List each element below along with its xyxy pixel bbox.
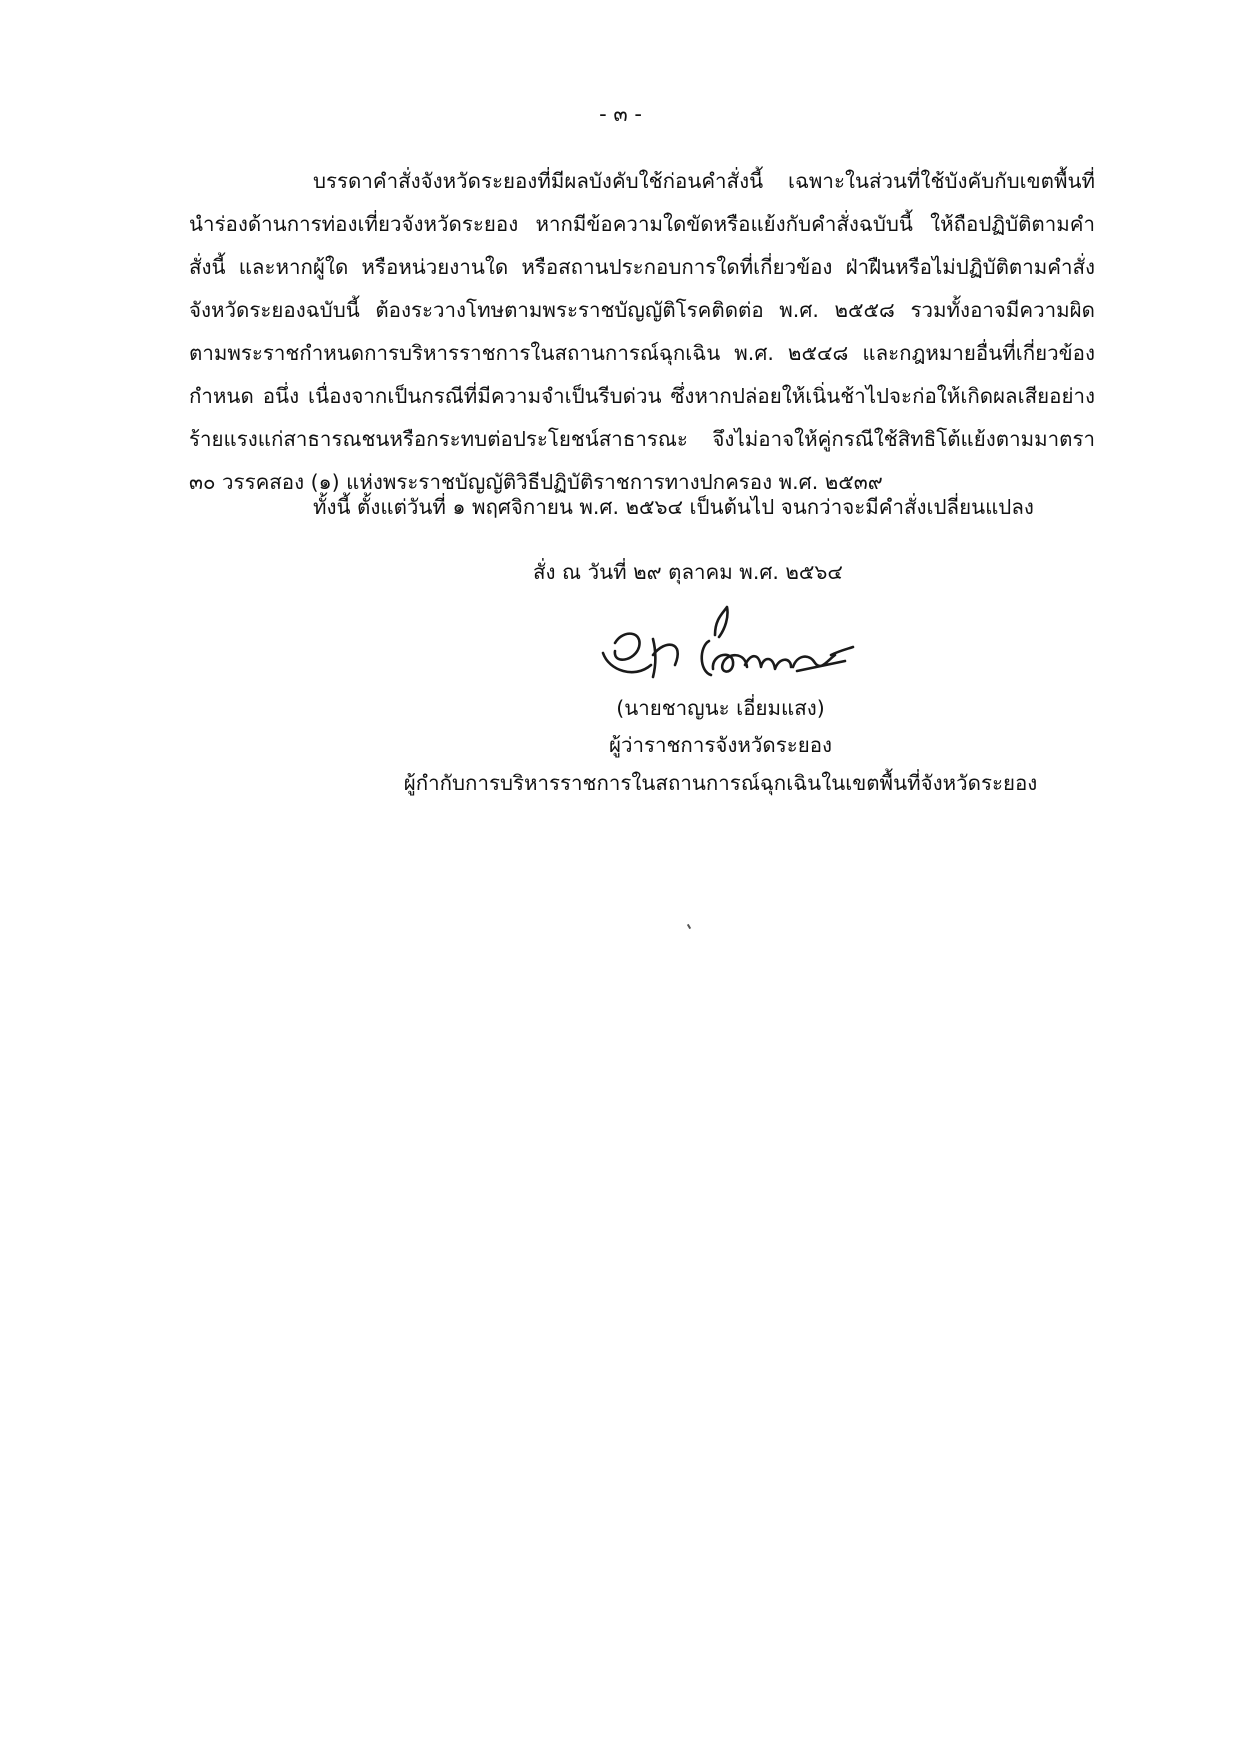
handwritten-signature [595,595,855,685]
effective-date-line: ทั้งนี้ ตั้งแต่วันที่ ๑ พฤศจิกายน พ.ศ. ๒๕๖๔ เป็นต้นไป จนกว่าจะมีคำสั่งเปลี่ยนแปลง [313,495,1034,519]
stray-ink-mark [687,924,691,929]
signatory-role: ผู้กำกับการบริหารราชการในสถานการณ์ฉุกเฉินในเขตพื้นที่จังหวัดระยอง [403,771,1038,795]
signatory-title: ผู้ว่าราชการจังหวัดระยอง [608,733,833,757]
body-text [189,160,1095,504]
page-number: - ๓ - [599,102,642,126]
body-paragraph: บรรดาคำสั่งจังหวัดระยองที่มีผลบังคับใช้ก่อนคำสั่งนี้ เฉพาะในส่วนที่ใช้บังคับกับเขตพื้นที่นำร่องด้านการท่องเที่ยวจังหวัดระยอง หากมีข้อความใดขัดหรือแย้งกับคำสั่งฉบับนี้ ให้ถือปฏิบัติตามคำสั่งนี้ และหากผู้ใด หรือหน่วยงานใด หรือสถานประกอบการใดที่เกี่ยวข้อง ฝ่าฝืนหรือไม่ปฏิบัติตามคำสั่งจังหวัดระยองฉบับนี้ ต้องระวางโทษตามพระราชบัญญัติโรคติดต่อ พ.ศ. ๒๕๕๘ รวมทั้งอาจมีความผิดตามพระราชกำหนดการบริหารราชการในสถานการณ์ฉุกเฉิน พ.ศ. ๒๕๔๘ และกฎหมายอื่นที่เกี่ยวข้องกำหนด อนึ่ง เนื่องจากเป็นกรณีที่มีความจำเป็นรีบด่วน ซึ่งหากปล่อยให้เนิ่นช้าไปจะก่อให้เกิดผลเสียอย่างร้ายแรงแก่สาธารณชนหรือกระทบต่อประโยชน์สาธารณะ จึงไม่อาจให้คู่กรณีใช้สิทธิโต้แย้งตามมาตรา ๓๐ วรรคสอง (๑) แห่งพระราชบัญญัติวิธีปฏิบัติราชการทางปกครอง พ.ศ. ๒๕๓๙ [189,169,1095,494]
signatory-name: (นายชาญนะ เอี่ยมแสง) [616,696,825,720]
order-date: สั่ง ณ วันที่ ๒๙ ตุลาคม พ.ศ. ๒๕๖๔ [533,560,843,584]
